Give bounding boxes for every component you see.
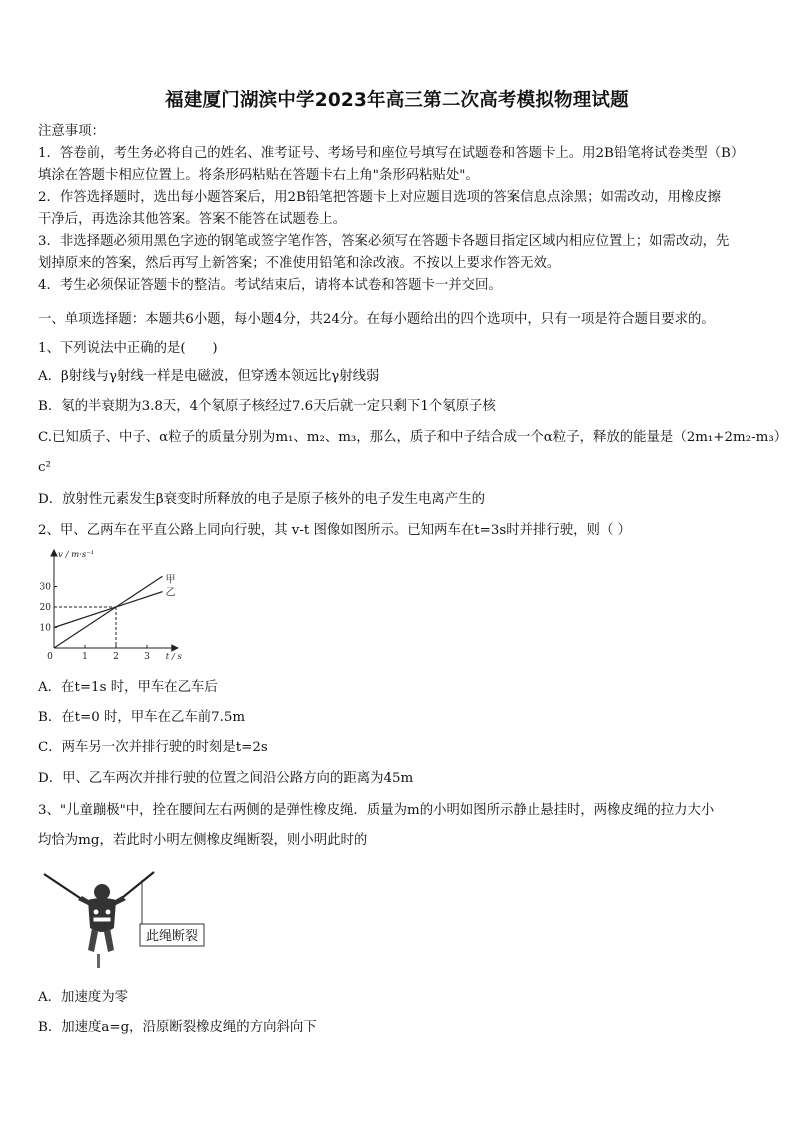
y-axis-label: v / m·s⁻¹	[58, 550, 95, 560]
q1-option-d: D．放射性元素发生β衰变时所释放的电子是原子核外的电子发生电离产生的	[38, 492, 485, 507]
series-label: 甲	[165, 574, 176, 586]
q1-stem: 1、下列说法中正确的是( )	[38, 341, 218, 356]
y-tick-label: 30	[40, 582, 51, 593]
y-tick-label: 10	[40, 623, 51, 634]
notice-line: 干净后，再选涂其他答案。答案不能答在试题卷上。	[38, 212, 346, 227]
notice-line: 填涂在答题卡相应位置上。将条形码粘贴在答题卡右上角"条形码粘贴处"。	[38, 168, 479, 183]
broken-rope-label: 此绳断裂	[145, 929, 199, 944]
section-heading: 一、单项选择题：本题共6小题，每小题4分，共24分。在每小题给出的四个选项中，只有一项是符合题目要求的。	[38, 312, 715, 327]
x-tick-label: 1	[82, 652, 88, 660]
q1-option-c-cont: c²	[38, 460, 51, 475]
child-figure	[78, 884, 126, 968]
series-line-yi	[54, 592, 163, 628]
bungee-illustration	[42, 866, 212, 976]
q3-stem-cont: 均恰为mg，若此时小明左侧橡皮绳断裂，则小明此时的	[38, 833, 368, 848]
series-label: 乙	[165, 587, 176, 599]
x-axis-label: t / s	[165, 652, 182, 660]
x-tick-label: 3	[144, 652, 150, 660]
x-axis-arrow	[172, 645, 178, 651]
y-axis-arrow	[51, 550, 57, 556]
q2-option-a: A．在t=1s 时，甲车在乙车后	[38, 680, 218, 695]
q2-option-d: D．甲、乙车两次并排行驶的位置之间沿公路方向的距离为45m	[38, 771, 414, 786]
q1-option-c: C.已知质子、中子、α粒子的质量分别为m₁、m₂、m₃，那么，质子和中子结合成一个α粒子，释放的能量是（2m₁+2m₂-m₃）	[38, 430, 788, 445]
x-tick-label: 2	[113, 652, 119, 660]
q1-option-a: A．β射线与γ射线一样是电磁波，但穿透本领远比γ射线弱	[38, 369, 380, 384]
notice-heading: 注意事项：	[38, 124, 105, 139]
vt-chart	[40, 548, 190, 660]
q2-stem: 2、甲、乙两车在平直公路上同向行驶，其 v-t 图像如图所示。已知两车在t=3s时并排行驶，则（ ）	[38, 523, 631, 538]
x-tick-label: 0	[47, 652, 53, 660]
notice-line: 划掉原来的答案，然后再写上新答案；不准使用铅笔和涂改液。不按以上要求作答无效。	[38, 256, 561, 271]
notice-line: 4．考生必须保证答题卡的整洁。考试结束后，请将本试卷和答题卡一并交回。	[38, 278, 502, 293]
q1-option-b: B．氡的半衰期为3.8天，4个氡原子核经过7.6天后就一定只剩下1个氡原子核	[38, 399, 496, 414]
notice-line: 1．答卷前，考生务必将自己的姓名、准考证号、考场号和座位号填写在试题卷和答题卡上。用2B铅笔将试卷类型（B）	[38, 146, 745, 161]
notice-line: 2．作答选择题时，选出每小题答案后，用2B铅笔把答题卡上对应题目选项的答案信息点涂黑；如需改动，用橡皮擦	[38, 190, 722, 205]
series-line-jia	[54, 576, 163, 648]
q2-option-c: C．两车另一次并排行驶的时刻是t=2s	[38, 740, 268, 755]
page-title: 福建厦门湖滨中学2023年高三第二次高考模拟物理试题	[165, 90, 629, 111]
q3-stem: 3、"儿童蹦极"中，拴在腰间左右两侧的是弹性橡皮绳．质量为m的小明如图所示静止悬挂时，两橡皮绳的拉力大小	[38, 803, 715, 818]
q2-option-b: B．在t=0 时，甲车在乙车前7.5m	[38, 710, 246, 725]
y-tick-label: 20	[40, 603, 51, 613]
notice-line: 3．非选择题必须用黑色字迹的钢笔或签字笔作答，答案必须写在答题卡各题目指定区域内相应位置上；如需改动，先	[38, 234, 730, 249]
q3-option-a: A．加速度为零	[38, 990, 129, 1005]
q3-option-b: B．加速度a=g，沿原断裂橡皮绳的方向斜向下	[38, 1020, 317, 1035]
